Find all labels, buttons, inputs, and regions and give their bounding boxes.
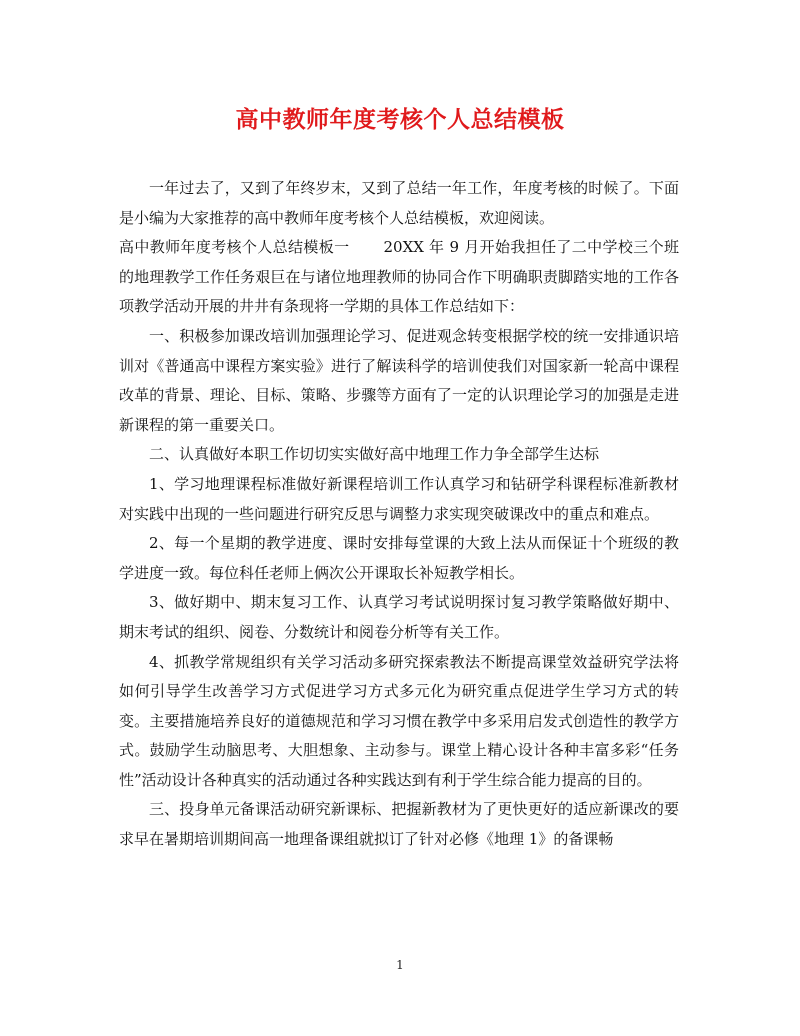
body-paragraph-7: 三、投身单元备课活动研究新课标、把握新教材为了更快更好的适应新课改的要求早在暑期培训期间高一地理备课组就拟订了针对必修《地理 1》的备课畅: [119, 800, 679, 849]
document-title: 高中教师年度考核个人总结模板: [235, 107, 565, 133]
body-paragraph-1: 一、积极参加课改培训加强理论学习、促进观念转变根据学校的统一安排通识培训对《普通高中课程方案实验》进行了解读科学的培训使我们对国家新一轮高中课程改革的背景、理论、目标、策略、步骤等方面有了一定的认识理论学习的加强是走进新课程的第一重要关口。: [119, 326, 679, 434]
intro-paragraph: 一年过去了，又到了年终岁末，又到了总结一年工作，年度考核的时候了。下面是小编为大家推荐的高中教师年度考核个人总结模板，欢迎阅读。: [119, 179, 679, 227]
section-intro-text: 20XX 年 9 月开始我担任了二中学校三个班的地理教学工作任务艰巨在与诸位地理教师的协同合作下明确职责脚踏实地的工作各项教学活动开展的井井有条现将一学期的具体工作总结如下：: [119, 238, 679, 316]
body-paragraph-3: 1、学习地理课程标准做好新课程培训工作认真学习和钻研学科课程标准新教材对实践中出现的一些问题进行研究反思与调整力求实现突破课改中的重点和难点。: [119, 474, 679, 523]
section-intro-paragraph: [119, 233, 679, 322]
body-paragraph-5: 3、做好期中、期末复习工作、认真学习考试说明探讨复习教学策略做好期中、期末考试的组织、阅卷、分数统计和阅卷分析等有关工作。: [119, 593, 679, 641]
page-number: 1: [396, 958, 404, 972]
document-body: [119, 174, 679, 855]
body-paragraph-4: 2、每一个星期的教学进度、课时安排每堂课的大致上法从而保证十个班级的教学进度一致。每位科任老师上俩次公开课取长补短教学相长。: [119, 534, 679, 582]
section-heading: 高中教师年度考核个人总结模板一: [119, 238, 350, 257]
body-paragraph-2: 二、认真做好本职工作切切实实做好高中地理工作力争全部学生达标: [149, 445, 600, 464]
body-paragraph-6: 4、抓教学常规组织有关学习活动多研究探索教法不断提高课堂效益研究学法将如何引导学生改善学习方式促进学习方式多元化为研究重点促进学生学习方式的转变。主要措施培养良好的道德规范和学习习惯在教学中多采用启发式创造性的教学方式。鼓励学生动脑思考、大胆想象、主动参与。课堂上精心设计各种丰富多彩“任务性”活动设计各种真实的活动通过各种实践达到有利于学生综合能力提高的目的。: [119, 652, 679, 789]
